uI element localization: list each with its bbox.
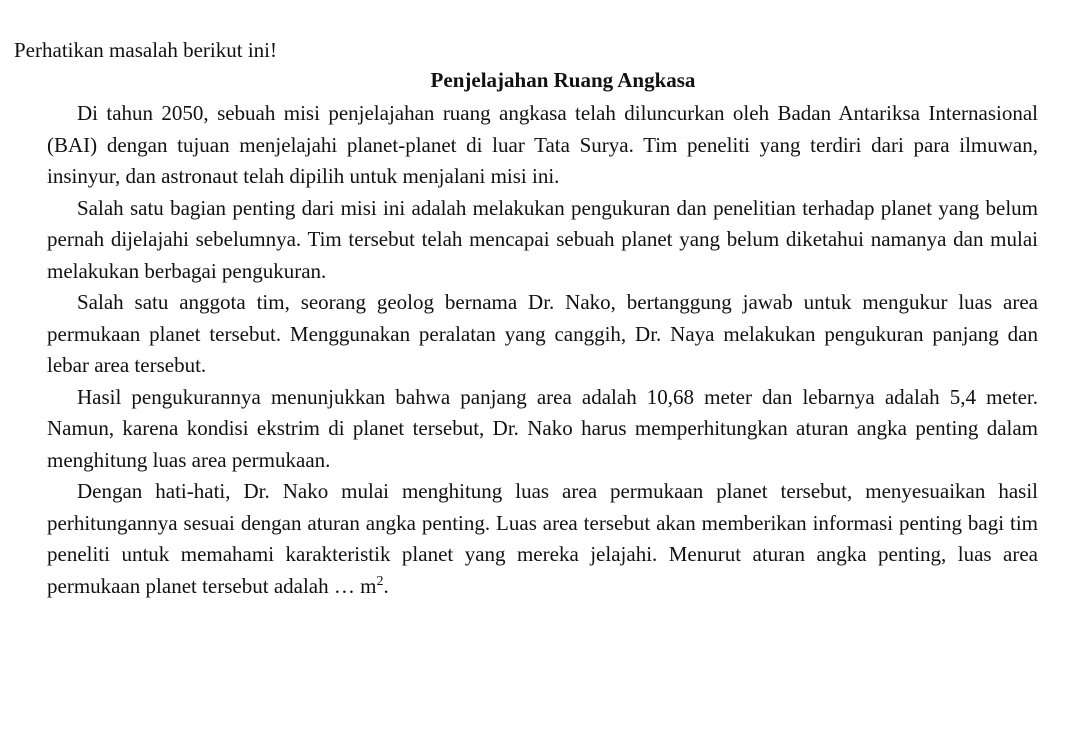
paragraph-3: Salah satu anggota tim, seorang geolog bernama Dr. Nako, bertanggung jawab untuk mengukur luas area permukaan planet tersebut. Menggunakan peralatan yang canggih, Dr. Naya melakukan pengukuran panjang dan lebar area tersebut. (47, 290, 1038, 377)
intro-instruction: Perhatikan masalah berikut ini! (14, 38, 278, 62)
paragraph-2: Salah satu bagian penting dari misi ini adalah melakukan pengukuran dan penelitian terhadap planet yang belum pernah dijelajahi sebelumnya. Tim tersebut telah mencapai sebuah planet yang belum diketahui namanya dan mulai melakukan berbagai pengukuran. (47, 195, 1038, 283)
question-text: Dengan hati-hati, Dr. Nako mulai menghitung luas area permukaan planet tersebut, menyesuaikan hasil perhitungannya sesuai dengan aturan angka penting. Luas area tersebut akan memberikan informasi penting bagi tim peneliti untuk memahami karakteristik planet yang mereka jelajahi. Menurut aturan angka penting, luas area permukaan planet tersebut adalah … m (47, 479, 1038, 598)
paragraph-1: Di tahun 2050, sebuah misi penjelajahan ruang angkasa telah diluncurkan oleh Badan Antariksa Internasional (BAI) dengan tujuan menjelajahi planet-planet di luar Tata Surya. Tim peneliti yang terdiri dari para ilmuwan, insinyur, dan astronaut telah dipilih untuk menjalani misi ini. (47, 101, 1038, 188)
unit-exponent: 2 (376, 573, 384, 589)
paragraph-5-question (47, 476, 1038, 602)
story-body (47, 98, 1038, 602)
document-title: Penjelajahan Ruang Angkasa (430, 68, 696, 92)
question-end: . (383, 573, 389, 598)
paragraph-4: Hasil pengukurannya menunjukkan bahwa panjang area adalah 10,68 meter dan lebarnya adalah 5,4 meter. Namun, karena kondisi ekstrim di planet tersebut, Dr. Nako harus memperhitungkan aturan angka penting dalam menghitung luas area permukaan. (47, 384, 1038, 472)
